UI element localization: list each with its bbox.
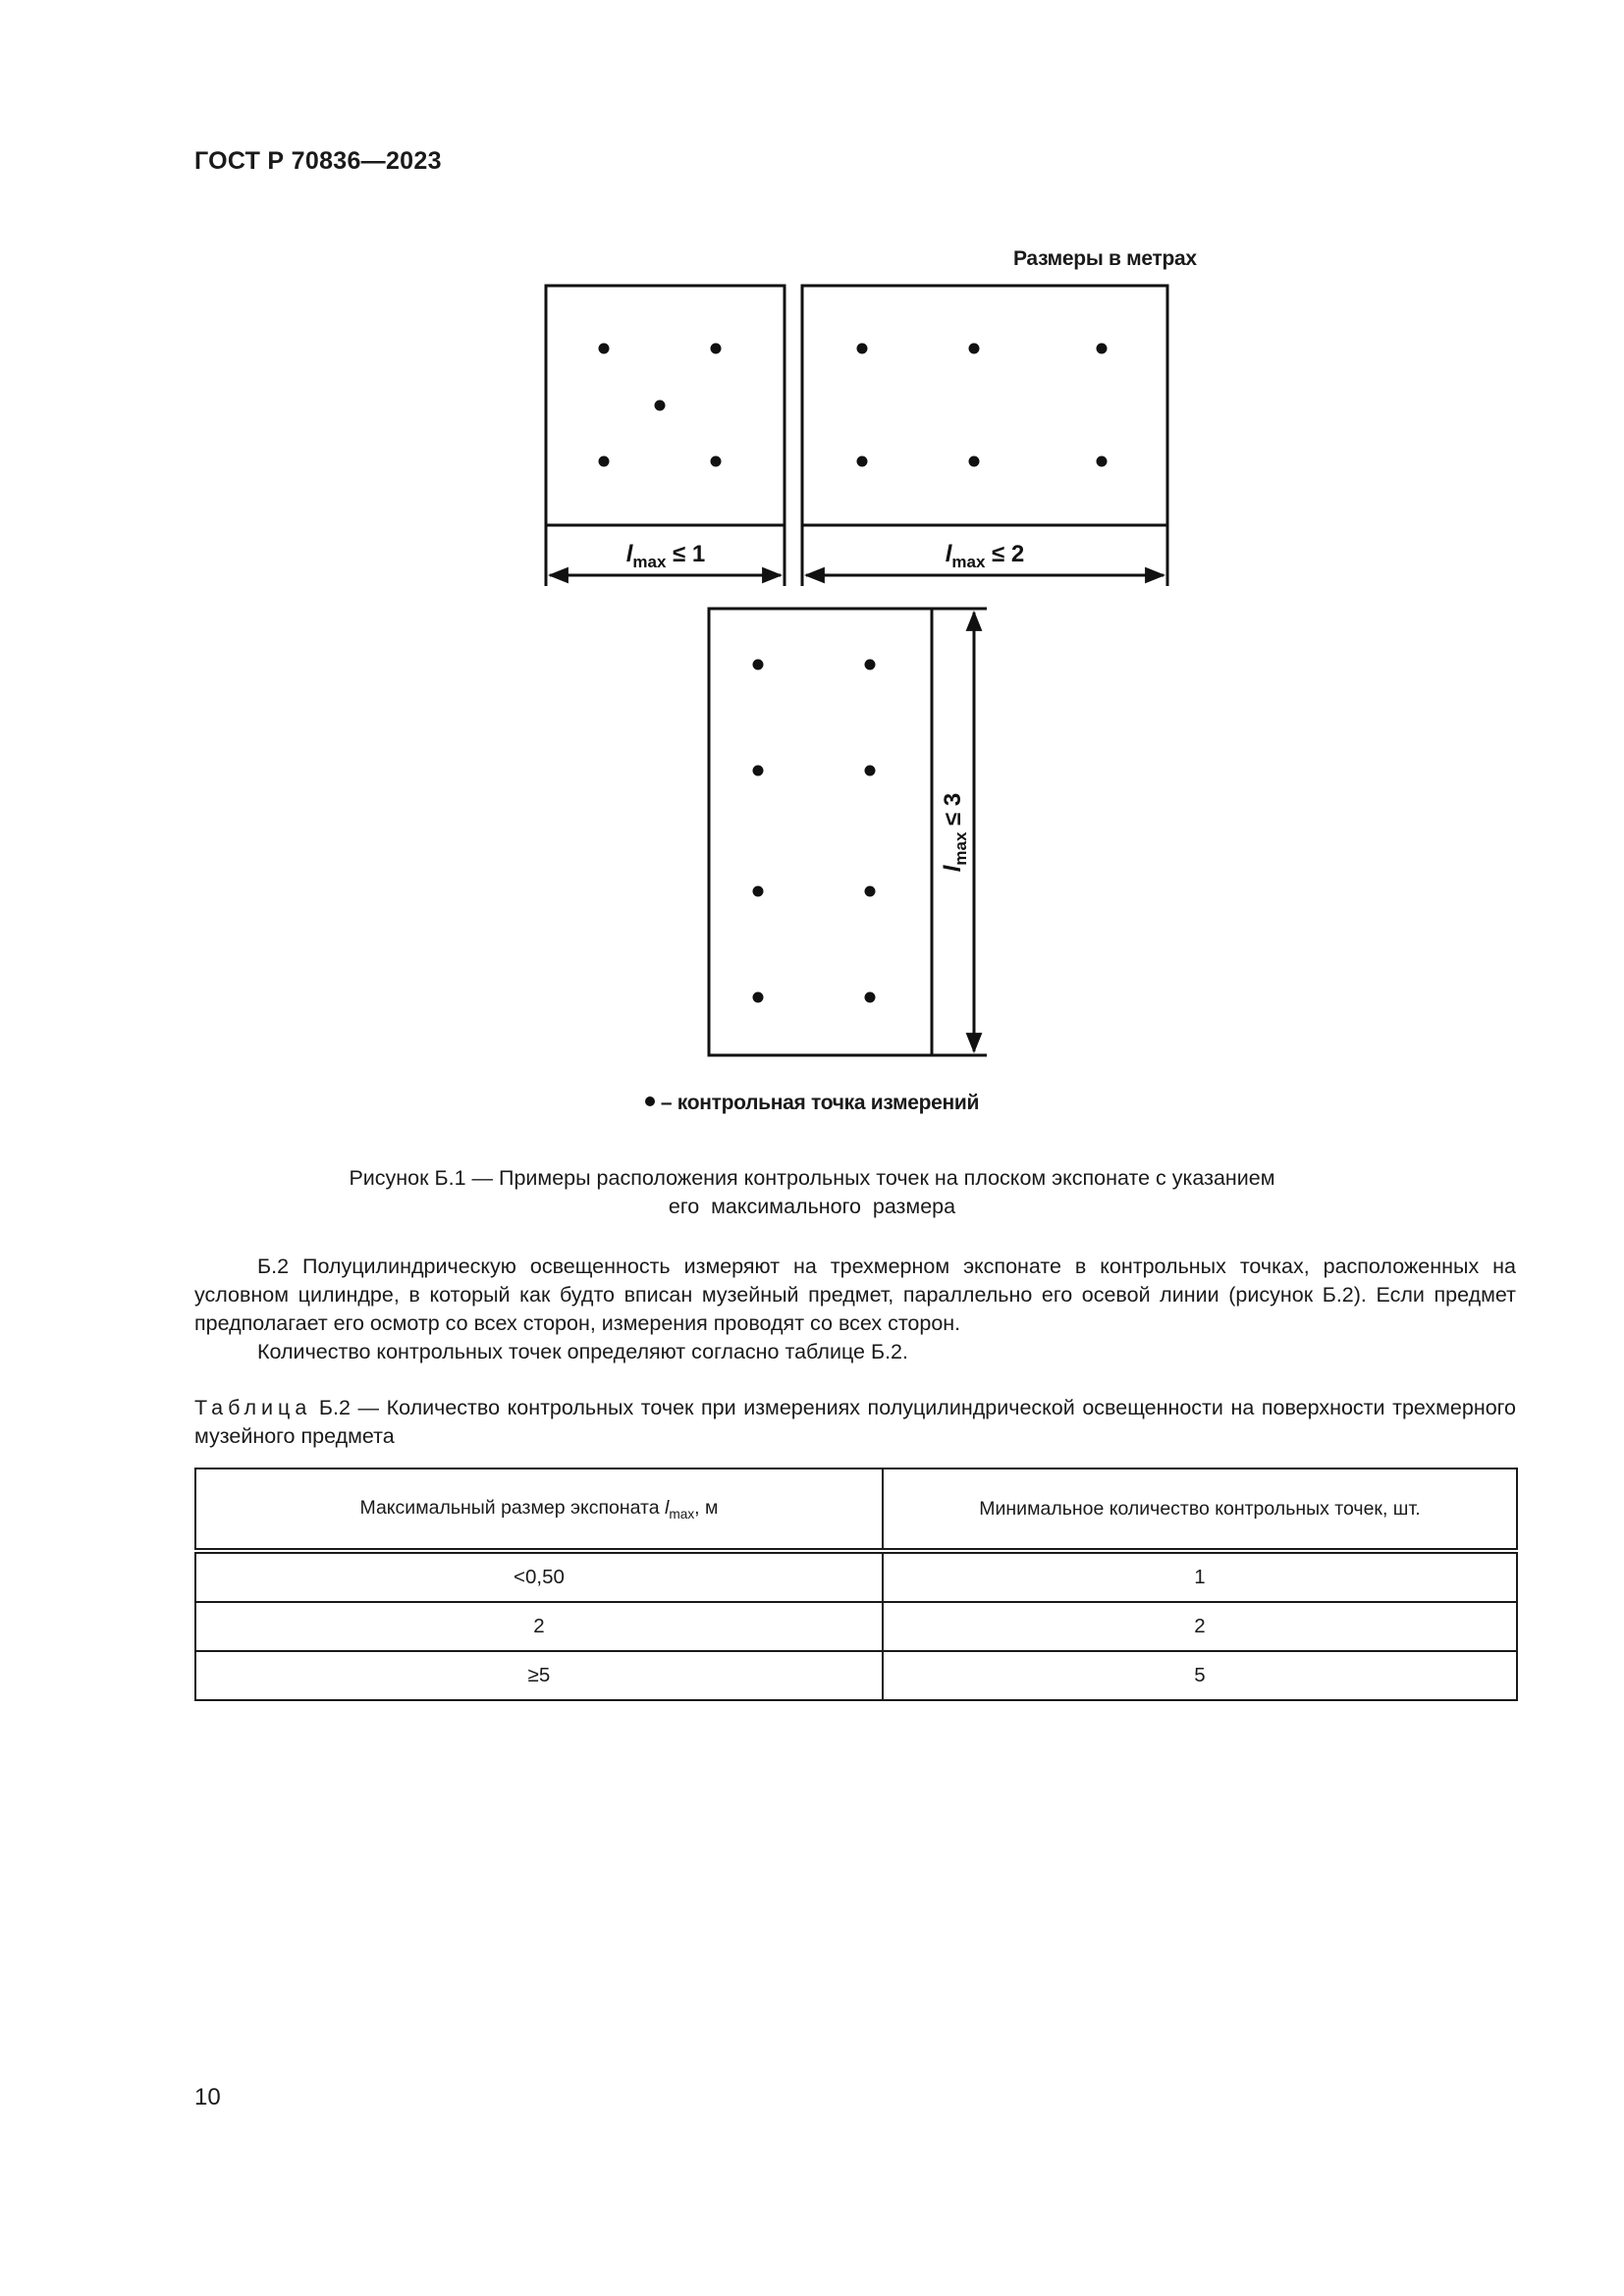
caption-line-2: его максимального размера bbox=[668, 1195, 956, 1218]
caption-line-1: Рисунок Б.1 — Примеры расположения контрольных точек на плоском экспонате с указанием bbox=[349, 1166, 1275, 1190]
panel-3-frame bbox=[709, 609, 932, 1055]
paragraph-b2: Б.2 Полуцилиндрическую освещенность измеряют на трехмерном экспонате в контрольных точках, расположенных на условном цилиндре, в который как будто вписан музейный предмет, параллельно его осевой линии (рисунок Б.2). Если предмет предполагает его осмотр со всех сторон, измерения проводят со всех сторон. bbox=[194, 1255, 1516, 1335]
measurement-point bbox=[753, 766, 764, 776]
measurement-point bbox=[753, 886, 764, 897]
measurement-point bbox=[711, 344, 722, 354]
cell-size: 2 bbox=[195, 1602, 883, 1651]
table-row bbox=[195, 1602, 1517, 1651]
document-code: ГОСТ Р 70836—2023 bbox=[194, 147, 442, 175]
measurement-point bbox=[599, 456, 610, 467]
measurement-point-icon bbox=[645, 1096, 655, 1106]
measurement-point bbox=[865, 766, 876, 776]
figure-caption bbox=[0, 1164, 1624, 1221]
legend-text: – контрольная точка измерений bbox=[660, 1092, 980, 1114]
panel-1-dim-label: $l_{max} \le 1$ bbox=[625, 541, 706, 571]
header-min-points: Минимальное количество контрольных точек, шт. bbox=[883, 1468, 1517, 1551]
panel-3-dim-label: $l_{max} \le 3$ bbox=[940, 792, 970, 873]
measurement-point bbox=[753, 660, 764, 670]
cell-size: <0,50 bbox=[195, 1551, 883, 1602]
measurement-point bbox=[969, 344, 980, 354]
measurement-point bbox=[865, 660, 876, 670]
measurement-point bbox=[857, 456, 868, 467]
panel-2-frame bbox=[802, 286, 1167, 525]
table-header-row bbox=[195, 1468, 1517, 1551]
measurement-point bbox=[655, 400, 666, 411]
header-max-size: Максимальный размер экспоната $l_{max}$, м bbox=[195, 1468, 883, 1551]
measurement-point bbox=[753, 992, 764, 1003]
paragraph-table-ref: Количество контрольных точек определяют согласно таблице Б.2. bbox=[257, 1340, 908, 1363]
units-note: Размеры в метрах bbox=[1013, 247, 1197, 270]
measurement-point bbox=[1097, 344, 1108, 354]
cell-size: ≥5 bbox=[195, 1651, 883, 1700]
figure-legend bbox=[0, 1092, 1624, 1115]
cell-points: 2 bbox=[883, 1602, 1517, 1651]
measurement-point bbox=[1097, 456, 1108, 467]
measurement-point bbox=[865, 886, 876, 897]
table-row bbox=[195, 1651, 1517, 1700]
table-title bbox=[194, 1394, 1516, 1451]
measurement-point bbox=[711, 456, 722, 467]
table-label: Таблица bbox=[194, 1396, 312, 1419]
panel-2-dim-label: $l_{max} \le 2$ bbox=[945, 541, 1025, 571]
measurement-point bbox=[969, 456, 980, 467]
control-points-table bbox=[194, 1468, 1518, 1701]
table-title-text: Б.2 — Количество контрольных точек при измерениях полуцилиндрической освещенности на поверхности трехмерного музейного предмета bbox=[194, 1396, 1516, 1448]
measurement-point bbox=[857, 344, 868, 354]
cell-points: 1 bbox=[883, 1551, 1517, 1602]
measurement-point bbox=[599, 344, 610, 354]
measurement-point bbox=[865, 992, 876, 1003]
page-number: 10 bbox=[194, 2084, 221, 2110]
cell-points: 5 bbox=[883, 1651, 1517, 1700]
figure-b1 bbox=[0, 0, 1624, 1080]
table-row bbox=[195, 1551, 1517, 1602]
